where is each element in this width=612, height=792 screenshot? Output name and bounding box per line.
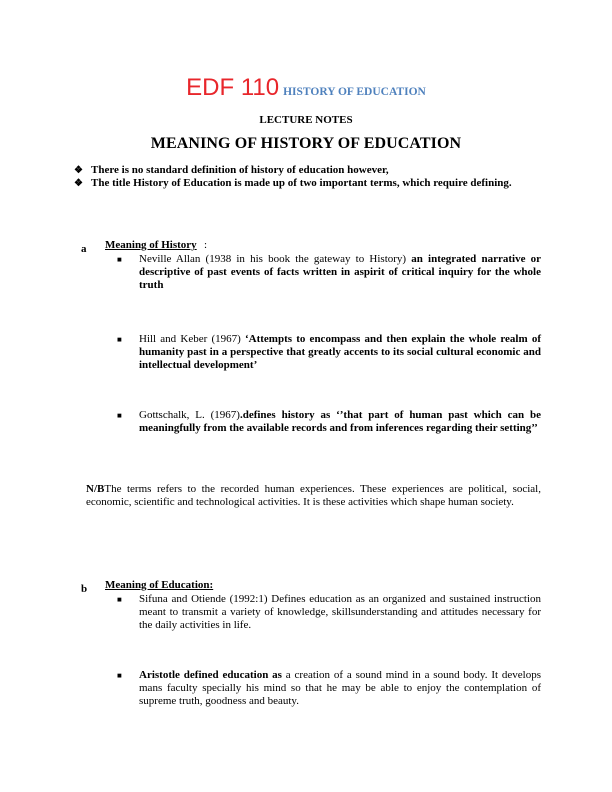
section-a-header: a Meaning of History : [81,239,208,255]
intro-item: ❖ The title History of Education is made up of two important terms, which require defining. [74,177,512,189]
course-code: EDF 110 [186,74,280,101]
square-bullet-icon: ■ [117,595,122,604]
subtitle: LECTURE NOTES [259,114,353,126]
education-definition: ■ Aristotle defined education as a creation of a sound mind in a sound body. It develops mans faculty specially his mind so that he may be able to enjoy the contemplation of supreme truth, goodness and beauty. [117,669,541,707]
diamond-bullet-icon: ❖ [74,178,83,189]
history-definition: ■ Neville Allan (1938 in his book the gateway to History) an integrated narrative or descriptive of past events of facts written in aspirit of critical inquiry for the whole truth [117,253,541,291]
section-label: b [81,583,88,595]
section-b-header [81,579,214,597]
intro-list [74,164,542,190]
square-bullet-icon: ■ [117,411,122,420]
main-title: MEANING OF HISTORY OF EDUCATION [150,135,462,152]
section-heading: Meaning of Education: [105,579,214,591]
section-heading: Meaning of History [105,239,197,251]
history-definition: ■ Gottschalk, L. (1967).defines history as ‘’that part of human past which can be meaningfully from the available records and from inferences regarding their setting’’ [117,409,541,434]
note-paragraph: N/BThe terms refers to the recorded human experiences. These experiences are political, social, economic, scientific and technological activities. It is these activities which shape human society. [86,483,541,508]
square-bullet-icon: ■ [117,335,122,344]
history-definition: ■ Hill and Keber (1967) ‘Attempts to encompass and then explain the whole realm of humanity past in a perspective that greatly accents to its social cultural economic and intellectual development’ [117,333,541,371]
diamond-bullet-icon: ❖ [74,165,83,176]
intro-item: ❖ There is no standard definition of history of education however, [74,164,389,176]
square-bullet-icon: ■ [117,671,122,680]
education-definition: ■ Sifuna and Otiende (1992:1) Defines education as an organized and sustained instruction meant to transmit a variety of knowledge, skillsunderstanding and attitudes necessary for the daily activities in life. [117,593,541,631]
section-label: a [81,243,87,255]
square-bullet-icon: ■ [117,255,122,264]
document-title [0,74,612,102]
course-name: HISTORY OF EDUCATION [283,86,426,98]
note-label: N/B [86,483,105,495]
